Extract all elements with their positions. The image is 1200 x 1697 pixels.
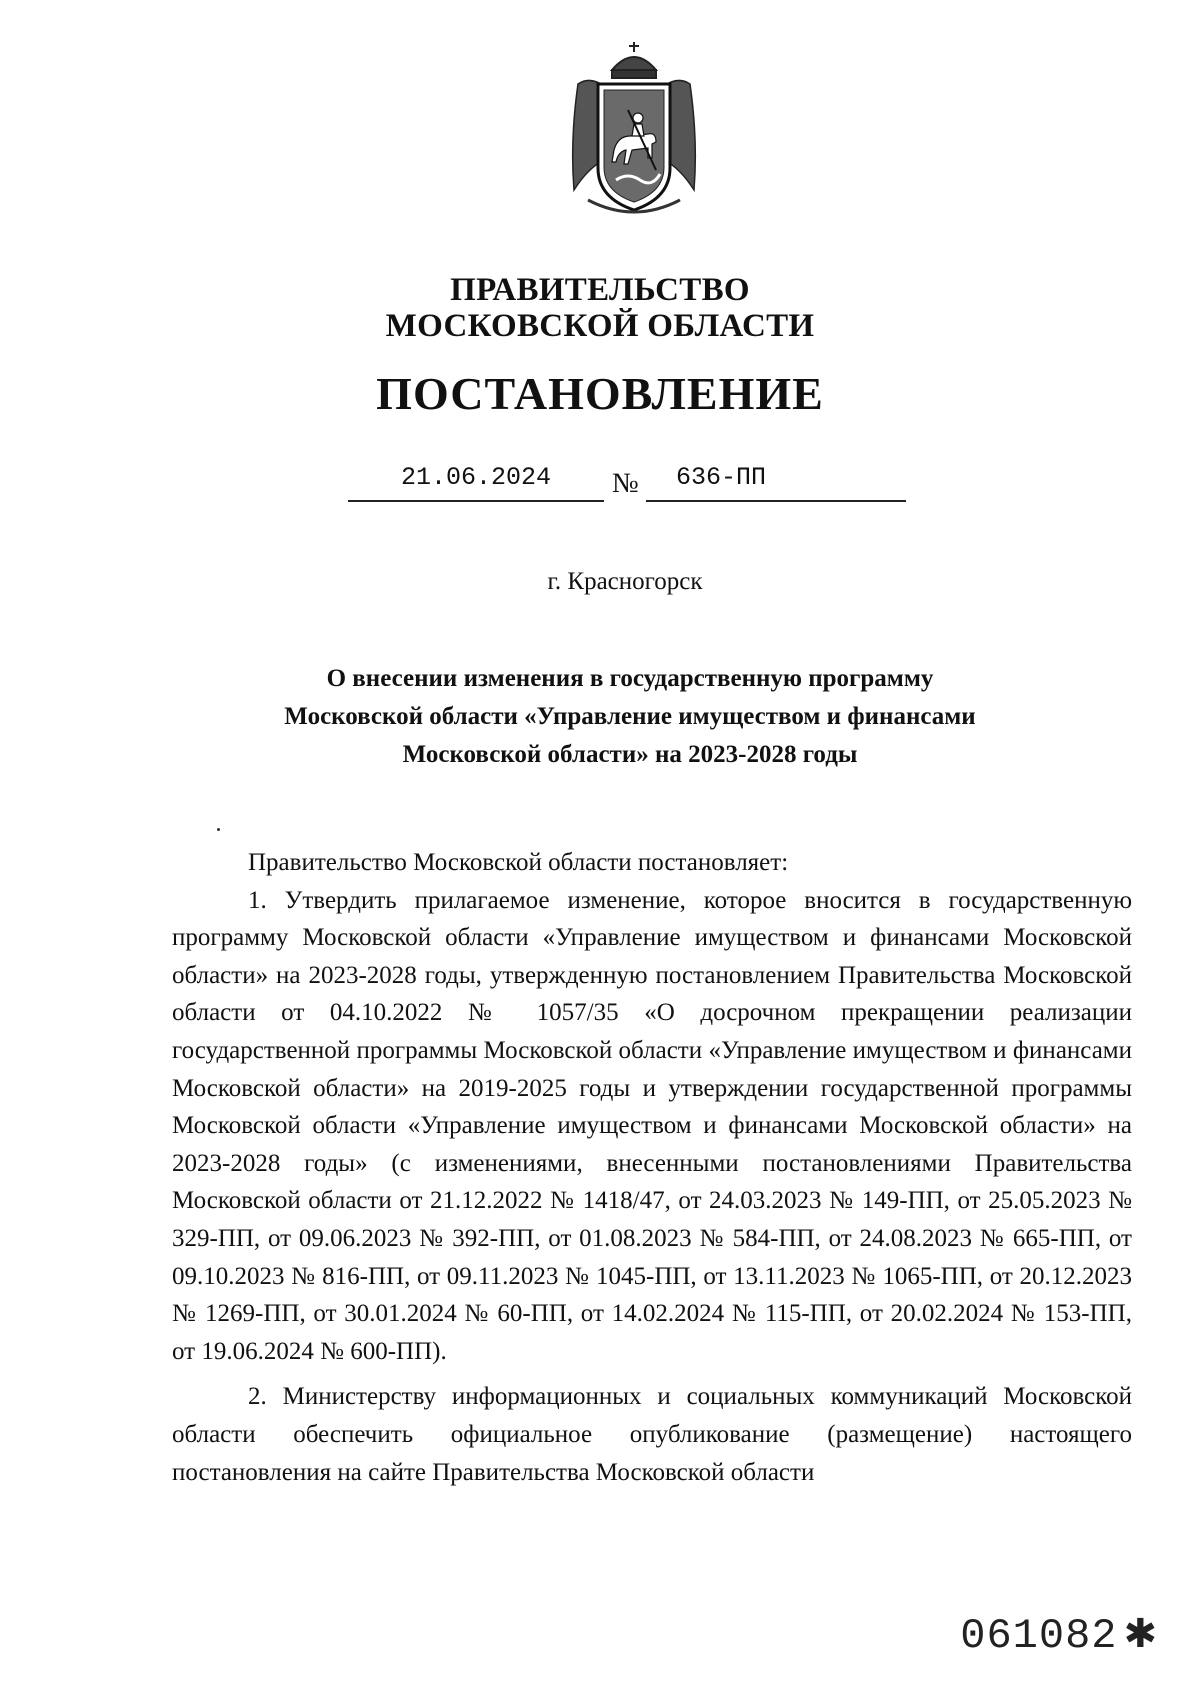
scan-speck (217, 828, 220, 831)
document-body (172, 844, 1132, 1491)
government-name-line2: МОСКОВСКОЙ ОБЛАСТИ (385, 308, 815, 344)
body-intro: Правительство Московской области постановляет: (248, 849, 789, 876)
government-name-line1: ПРАВИТЕЛЬСТВО (450, 272, 750, 308)
subject-line2: Московской области «Управление имуществом и финансами (284, 703, 976, 730)
crown-icon (612, 42, 656, 78)
document-subject (230, 660, 1030, 774)
body-item-2: 2. Министерству информационных и социальных коммуникаций Московской области обеспечить официальное опубликование (размещение) настоящего постановления на сайте Правительства Московской области (172, 1383, 1132, 1486)
serial-digits: 061082 (960, 1612, 1118, 1660)
form-serial-number (960, 1610, 1158, 1660)
subject-line3: Московской области» на 2023-2028 годы (402, 741, 858, 768)
number-underline (646, 500, 906, 502)
date-underline (348, 500, 604, 502)
coat-of-arms-emblem (568, 40, 700, 220)
asterisk-icon: ✱ (1123, 1611, 1158, 1657)
document-type-title: ПОСТАНОВЛЕНИЕ (376, 368, 824, 419)
body-item-1: 1. Утвердить прилагаемое изменение, которое вносится в государственную программу Московской области «Управление имуществом и финансами Московской области» на 2023-2028 годы, утвержденную постановлением Правительства Московской области от 04.10.2022 № 1057/35 «О досрочном прекращении реализации государственной программы Московской области «Управление имуществом и финансами Московской области» на 2019-2025 годы и утверждении государственной программы Московской области «Управление имуществом и финансами Московской области» на 2023-2028 годы» (с изменениями, внесенными постановлениями Правительства Московской области от 21.12.2022 № 1418/47, от 24.03.2023 № 149-ПП, от 25.05.2023 № 329-ПП, от 09.06.2023 № 392-ПП, от 01.08.2023 № 584-ПП, от 24.08.2023 № 665-ПП, от 09.10.2023 № 816-ПП, от 09.11.2023 № 1045-ПП, от 13.11.2023 № 1065-ПП, от 20.12.2023 № 1269-ПП, от 30.01.2024 № 60-ПП, от 14.02.2024 № 115-ПП, от 20.02.2024 № 153-ПП, от 19.06.2024 № 600-ПП). (172, 886, 1132, 1365)
number-sign: № (612, 468, 639, 499)
document-number: 636-ПП (676, 463, 767, 492)
city-location: г. Красногорск (547, 568, 703, 595)
subject-line1: О внесении изменения в государственную программу (326, 665, 934, 692)
document-date: 21.06.2024 (400, 463, 552, 492)
